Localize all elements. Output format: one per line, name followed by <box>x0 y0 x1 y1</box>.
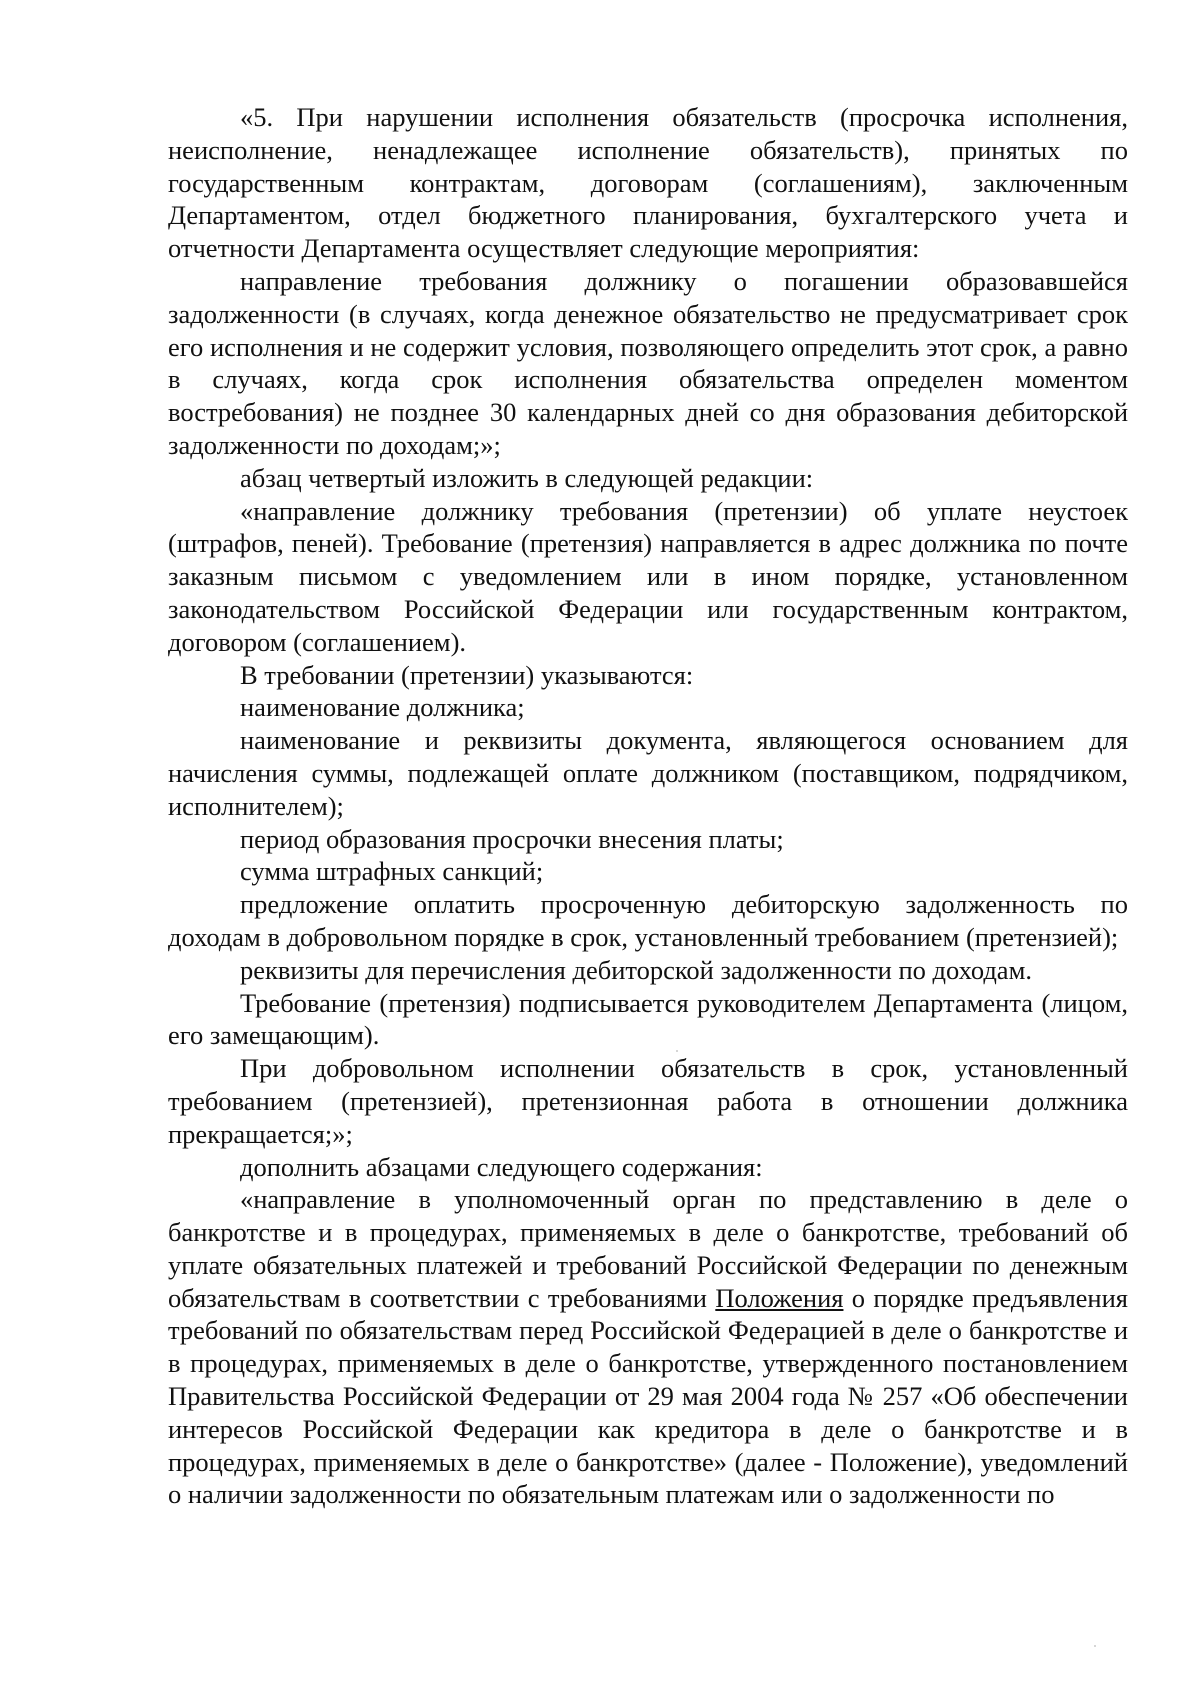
paragraph-item-5: «5. При нарушении исполнения обязательств (просрочка исполнения, неисполнение, ненадлежащее исполнение обязательств), принятых по государственным контрактам, договорам (соглашениям), заключенным Департаментом, отдел бюджетного планирования, бухгалтерского учета и отчетности Департамента осуществляет следующие мероприятия: <box>168 102 1128 264</box>
paragraph-claim-contents: В требовании (претензии) указываются: <box>240 659 694 690</box>
paragraph-supplement: дополнить абзацами следующего содержания: <box>240 1151 763 1182</box>
paragraph-voluntary-payment: предложение оплатить просроченную дебиторскую задолженность по доходам в добровольном порядке в срок, установленный требованием (претензией); <box>168 889 1128 952</box>
paragraph-debtor-name: наименование должника; <box>240 692 525 723</box>
scan-speck <box>1094 1645 1096 1647</box>
regulation-link[interactable]: Положения <box>715 1282 844 1313</box>
paragraph-amendment-fourth: абзац четвертый изложить в следующей редакции: <box>240 462 814 493</box>
paragraph-signature: Требование (претензия) подписывается руководителем Департамента (лицом, его замещающим). <box>168 987 1128 1051</box>
bankruptcy-text-end: о порядке предъявления требований по обязательствам перед Российской Федерацией в деле о банкротстве и в процедурах, применяемых в деле о банкротстве, утвержденного постановлением Правительства Российской Федерации от 29 мая 2004 года № 257 «Об обеспечении интересов Российской Федерации как кредитора в деле о банкротстве и в процедурах, применяемых в деле о банкротстве» (далее - Положение), уведомлений о наличии задолженности по обязательным платежам или о задолженности по <box>168 1282 1128 1510</box>
paragraph-debt-demand: направление требования должнику о погашении образовавшейся задолженности (в случаях, когда денежное обязательство не предусматривает срок его исполнения и не содержит условия, позволяющего определить этот срок, а равно в случаях, когда срок исполнения обязательства определен моментом востребования) не позднее 30 календарных дней со дня образования дебиторской задолженности по доходам;»; <box>168 265 1128 460</box>
paragraph-delay-period: период образования просрочки внесения платы; <box>240 823 784 854</box>
paragraph-payment-details: реквизиты для перечисления дебиторской задолженности по доходам. <box>240 954 1032 985</box>
paragraph-penalty-claim: «направление должнику требования (претензии) об уплате неустоек (штрафов, пеней). Требование (претензия) направляется в адрес должника по почте заказным письмом с уведомлением или в ином порядке, установленном законодательством Российской Федерации или государственным контрактом, договором (соглашением). <box>168 495 1128 657</box>
paragraph-penalty-sum: сумма штрафных санкций; <box>240 856 544 887</box>
paragraph-document-details: наименование и реквизиты документа, являющегося основанием для начисления суммы, подлежащей оплате должником (поставщиком, подрядчиком, исполнителем); <box>168 725 1128 821</box>
paragraph-claim-termination: При добровольном исполнении обязательств в срок, установленный требованием (претензией), претензионная работа в отношении должника прекращается;»; <box>168 1053 1128 1149</box>
scan-speck <box>676 1050 678 1052</box>
bankruptcy-text-start: «направление в уполномоченный орган по представлению в деле о банкротстве и в процедурах, применяемых в деле о банкротстве, требований об уплате обязательных платежей и требований Российской Федерации по денежным обязательствам в соответствии с требованиями <box>168 1184 1128 1313</box>
document-body <box>168 101 1128 1511</box>
paragraph-bankruptcy <box>168 1183 1128 1511</box>
